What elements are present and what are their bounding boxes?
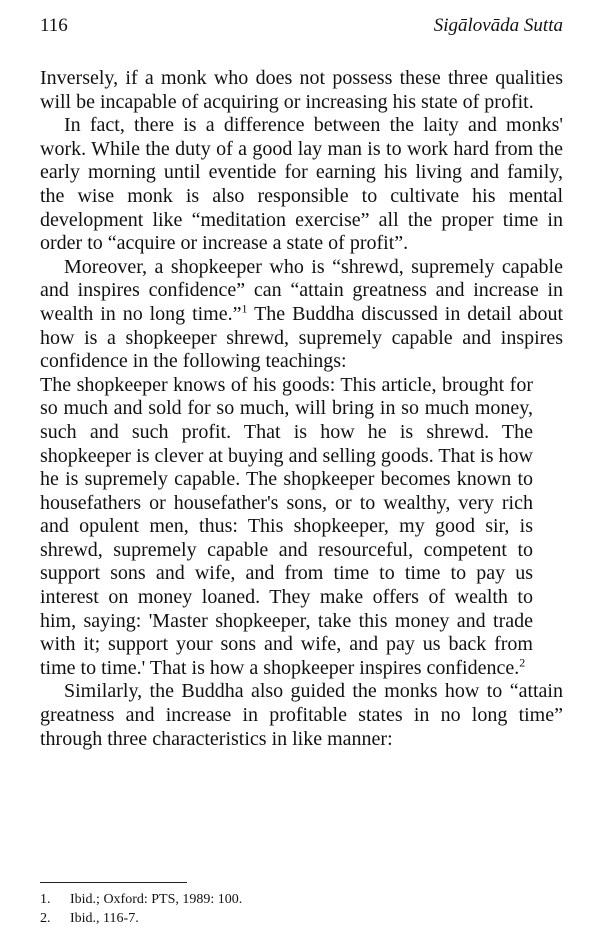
block-quote: [40, 374, 533, 681]
footnote-ref-2: 2: [519, 655, 526, 670]
block-quote-text: The shopkeeper knows of his goods: This article, brought for so much and sold for so much, will bring in so much money, such and such profit. That is how he is shrewd. The shopkeeper is clever at buying and selling goods. That is how he is supremely capable. The shopkeeper becomes known to housefathers or housefather's sons, or to wealthy, very rich and opulent men, thus: This shopkeeper, my good sir, is shrewd, supremely capable and resourceful, competent to support sons and wife, and from time to time to pay us interest on money loaned. They make offers of wealth to him, saying: 'Master shopkeeper, take this money and trade with it; support your sons and wife, and pay us back from time to time.' That is how a shopkeeper inspires confidence.: [40, 373, 533, 679]
footnote-1: [40, 890, 560, 909]
paragraph-3: [40, 256, 563, 374]
paragraph-2: In fact, there is a difference between the laity and monks' work. While the duty of a good lay man is to work hard from the early morning until eventide for earning his living and family, the wise monk is also responsible to cultivate his mental development like “meditation exercise” all the proper time in order to “acquire or increase a state of profit”.: [40, 114, 563, 255]
footnote-text: Ibid.; Oxford: PTS, 1989: 100.: [70, 892, 243, 907]
main-text: [40, 67, 563, 751]
footnotes: [40, 890, 560, 928]
footnote-number: 1.: [40, 892, 51, 907]
paragraph-3-continued: The Buddha discussed in detail about how is a shopkeeper shrewd, supremely capable and inspires confidence in the following teachings:: [40, 302, 564, 373]
footnote-divider: [40, 882, 187, 883]
footnote-ref-1: 1: [241, 301, 248, 316]
page-number: 116: [40, 15, 68, 36]
running-title: Sigālovāda Sutta: [433, 15, 563, 36]
footnote-text: Ibid., 116-7.: [70, 911, 139, 926]
paragraph-1: Inversely, if a monk who does not possess these three qualities will be incapable of acquiring or increasing his state of profit.: [40, 67, 563, 113]
running-header: [40, 15, 563, 41]
paragraph-3-text: Moreover, a shopkeeper who is “shrewd, supremely capable and inspires confidence” can “attain greatness and increase in wealth in no long time.”: [40, 255, 563, 325]
paragraph-closing: Similarly, the Buddha also guided the monks how to “attain greatness and increase in profitable states in no long time” through three characteristics in like manner:: [40, 680, 563, 750]
footnote-2: [40, 909, 560, 928]
footnote-number: 2.: [40, 911, 51, 926]
